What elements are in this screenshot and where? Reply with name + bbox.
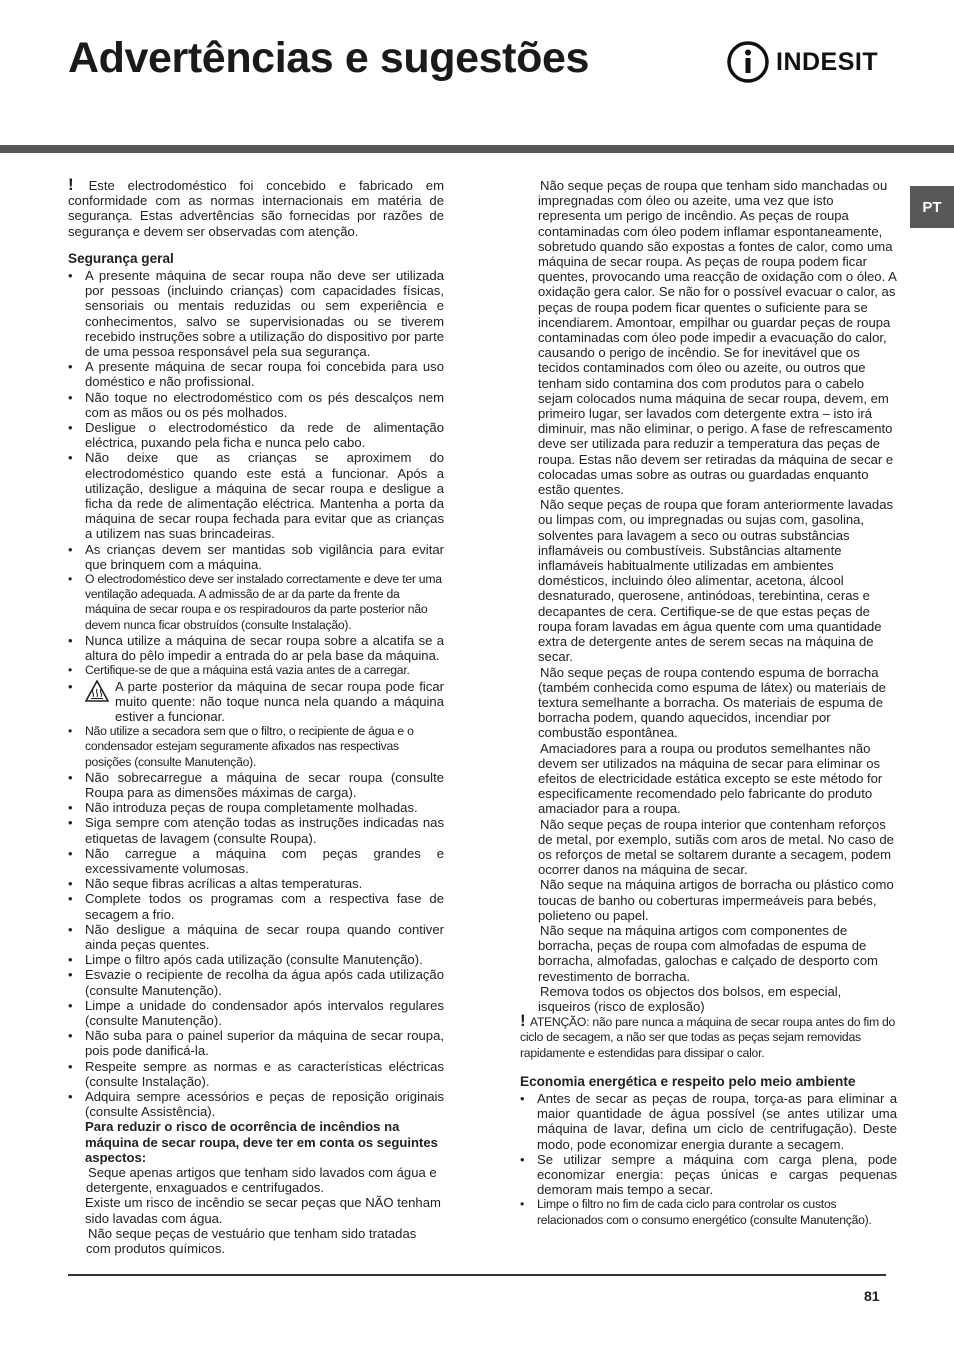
warning-text: ATENÇÃO: não pare nunca a máquina de secar roupa antes do fim do ciclo de secagem, a não ser que todas as peças sejam removidas rapidamente e estendidas para dissipar o calor.: [520, 1015, 896, 1060]
left-column: [68, 175, 444, 1257]
list-item: • Respeite sempre as normas e as características eléctricas (consulte Instalação).: [68, 1059, 444, 1089]
list-item: • Antes de secar as peças de roupa, torça-as para eliminar a maior quantidade de água possível (se antes utilizar uma máquina de lavar, defina um ciclo de centrifugação). Deste modo, pode economizar energia durante a secagem.: [520, 1091, 897, 1152]
fire-paragraph: Não seque peças de roupa que foram anteriormente lavadas ou limpas com, ou impregnadas ou sujas com, gasolina, solventes para lavagem a seco ou outras substâncias inflamáveis ou combustíveis. Substâncias altamente inflamáveis habitualmente utilizadas em ambientes domésticos, incluindo óleo alimentar, acetona, álcool desnaturado, querosene, antinódoas, terebintina, ceras e decapantes de cera. Certifique-se de que estas peças de roupa foram lavadas em água quente com uma quantidade extra de detergente antes de serem secas na máquina de secar.: [538, 497, 894, 665]
energy-heading: Economia energética e respeito pelo meio ambiente: [520, 1073, 856, 1089]
list-item: • Não sobrecarregue a máquina de secar roupa (consulte Roupa para as dimensões máximas de carga).: [68, 770, 444, 800]
safety-list: [68, 268, 444, 1119]
list-item: • A presente máquina de secar roupa não deve ser utilizada por pessoas (incluindo crianças) com capacidades físicas, sensoriais ou mentais reduzidas ou sem experiência e conhecimentos, salvo se supervisionadas ou se tiverem recebido instruções sobre a utilização do dispositivo por parte de uma pessoa responsável pela sua segurança.: [68, 268, 444, 359]
brand-logo: [726, 40, 878, 84]
footer-rule: [68, 1274, 886, 1276]
warning-mark: !: [520, 1011, 526, 1031]
fire-paragraph: Não seque peças de vestuário que tenham sido tratadas com produtos químicos.: [86, 1225, 417, 1257]
indesit-logo-icon: [726, 40, 770, 84]
list-item: • Não introduza peças de roupa completamente molhadas.: [68, 800, 444, 815]
intro-text: Este electrodoméstico foi concebido e fabricado em conformidade com as normas internacionais em matéria de segurança. Estas advertências são fornecidas por razões de segurança e devem ser observadas com atenção.: [68, 178, 444, 239]
fire-paragraph: Não seque peças de roupa interior que contenham reforços de metal, por exemplo, sutiãs com aros de metal. No caso de os reforços de metal se soltarem durante a secagem, podem ocorrer danos na máquina de secar.: [538, 816, 894, 878]
right-column: [520, 178, 897, 1228]
list-item: • Complete todos os programas com a respectiva fase de secagem a frio.: [68, 891, 444, 921]
list-item: • A presente máquina de secar roupa foi concebida para uso doméstico e não profissional.: [68, 359, 444, 389]
list-item: • Limpe a unidade do condensador após intervalos regulares (consulte Manutenção).: [68, 998, 444, 1028]
fire-paragraph: Seque apenas artigos que tenham sido lavados com água e detergente, enxaguados e centrifugados.: [86, 1165, 437, 1196]
list-item: • Não deixe que as crianças se aproximem do electrodoméstico quando este está a funcionar. Após a utilização, desligue a máquina de secar roupa e desligue a ficha da rede de alimentação eléctrica. Mantenha a porta da máquina de secar roupa fechada para evitar que as crianças a utilizem nas suas brincadeiras.: [68, 450, 444, 541]
list-item: • Não seque fibras acrílicas a altas temperaturas.: [68, 876, 444, 891]
list-item: • Limpe o filtro no fim de cada ciclo para controlar os custos relacionados com o consumo energético (consulte Manutenção).: [520, 1197, 897, 1227]
fire-paragraph: Amaciadores para a roupa ou produtos semelhantes não devem ser utilizados na máquina de secar para eliminar os efeitos de electricidade estática excepto se este método for especificamente recomendado pelo fabricante do produto amaciador para a roupa.: [538, 740, 883, 817]
fire-paragraph: Não seque peças de roupa contendo espuma de borracha (também conhecida como espuma de látex) ou materiais de textura semelhante a borracha. Os materiais de espuma de borracha podem, quando aquecidos, incendiar por combustão espontânea.: [538, 664, 886, 741]
safety-heading: Segurança geral: [68, 250, 174, 266]
list-item: • Não desligue a máquina de secar roupa quando contiver ainda peças quentes.: [68, 922, 444, 952]
page-title: Advertências e sugestões: [68, 34, 589, 82]
list-item: • Desligue o electrodoméstico da rede de alimentação eléctrica, puxando pela ficha e nunca pelo cabo.: [68, 420, 444, 450]
language-tab: PT: [910, 186, 954, 228]
energy-list: [520, 1091, 897, 1228]
list-item: • Nunca utilize a máquina de secar roupa sobre a alcatifa se a altura do pêlo impedir a entrada do ar pela base da máquina.: [68, 633, 444, 663]
warning-mark: !: [68, 175, 74, 194]
list-item: • Se utilizar sempre a máquina com carga plena, pode economizar energia: peças únicas e cargas pequenas demoram mais tempo a secar.: [520, 1152, 897, 1198]
fire-paragraph: Existe um risco de incêndio se secar peças que NÃO tenham sido lavadas com água.: [85, 1195, 441, 1226]
list-item: • Adquira sempre acessórios e peças de reposição originais (consulte Assistência).: [68, 1089, 444, 1119]
list-item: • Não suba para o painel superior da máquina de secar roupa, pois pode danificá-la.: [68, 1028, 444, 1058]
list-item: • Certifique-se de que a máquina está vazia antes de a carregar.: [68, 663, 444, 678]
header-rule: [0, 145, 954, 153]
fire-paragraph: Remova todos os objectos dos bolsos, em especial, isqueiros (risco de explosão): [538, 983, 842, 1014]
brand-name: INDESIT: [776, 47, 879, 76]
fire-paragraph: Não seque na máquina artigos de borracha ou plástico como toucas de banho ou coberturas impermeáveis para bebés, polieteno ou papel.: [538, 877, 894, 923]
warning-paragraph: [520, 1011, 897, 1061]
hot-surface-text: • A parte posterior da máquina de secar roupa pode ficar muito quente: não toque nunca nela quando a máquina estiver a funcionar.: [115, 678, 444, 724]
list-item: • Esvazie o recipiente de recolha da água após cada utilização (consulte Manutenção).: [68, 967, 444, 997]
list-item: • O electrodoméstico deve ser instalado correctamente e deve ter uma ventilação adequada. A admissão de ar da parte da frente da máquina de secar roupa e os respiradouros da parte posterior não devem nunca ficar obstruídos (consulte Instalação).: [68, 572, 444, 633]
page-number: 81: [864, 1288, 880, 1304]
list-item: • Não carregue a máquina com peças grandes e excessivamente volumosas.: [68, 846, 444, 876]
list-item: • Não toque no electrodoméstico com os pés descalços nem com as mãos ou os pés molhados.: [68, 390, 444, 420]
hot-surface-warning-icon: [85, 680, 109, 702]
list-item: • Siga sempre com atenção todas as instruções indicadas nas etiquetas de lavagem (consulte Roupa).: [68, 815, 444, 845]
fire-paragraph: Não seque na máquina artigos com componentes de borracha, peças de roupa com almofadas de espuma de borracha, almofadas, galochas e calçado de desporto com revestimento de borracha.: [538, 922, 878, 984]
list-item: • Não utilize a secadora sem que o filtro, o recipiente de água e o condensador estejam seguramente afixados nas respectivas posições (consulte Manutenção).: [68, 724, 444, 770]
list-item: • Limpe o filtro após cada utilização (consulte Manutenção).: [68, 952, 444, 967]
intro-paragraph: [68, 175, 444, 239]
fire-paragraph: Não seque peças de roupa que tenham sido manchadas ou impregnadas com óleo ou azeite, uma vez que isto representa um perigo de incêndio. As peças de roupa contaminadas com óleo podem inflamar espontaneamente, sobretudo quando são expostas a fontes de calor, como uma máquina de secar roupa. As peças de roupa podem ficar quentes, provocando uma reacção de oxidação com o óleo. A oxidação gera calor. Se não for o possível evacuar o calor, as peças de roupa podem ficar quentes o suficiente para se incendiarem. Amontoar, empilhar ou guardar peças de roupa contaminadas com óleo pode impedir a evacuação do calor, causando o perigo de incêndio. Se for inevitável que os tecidos contaminados com óleo ou azeite, ou outros que tenham sido contamina dos com produtos para o cabelo sejam colocados numa máquina de secar roupa, devem, em primeiro lugar, ser lavados com detergente extra – isto irá diminuir, mas não eliminar, o perigo. A fase de refrescamento deve ser utilizada para reduzir a temperatura das peças de roupa. Estas não devem ser retiradas da máquina de secar e colocadas umas sobre as outras ou guardadas enquanto estão quentes.: [538, 178, 897, 498]
list-item: • As crianças devem ser mantidas sob vigilância para evitar que brinquem com a máquina.: [68, 542, 444, 572]
fire-heading: Para reduzir o risco de ocorrência de incêndios na máquina de secar roupa, deve ter em conta os seguintes aspectos:: [85, 1119, 438, 1165]
list-item-hot-surface: [68, 679, 444, 725]
